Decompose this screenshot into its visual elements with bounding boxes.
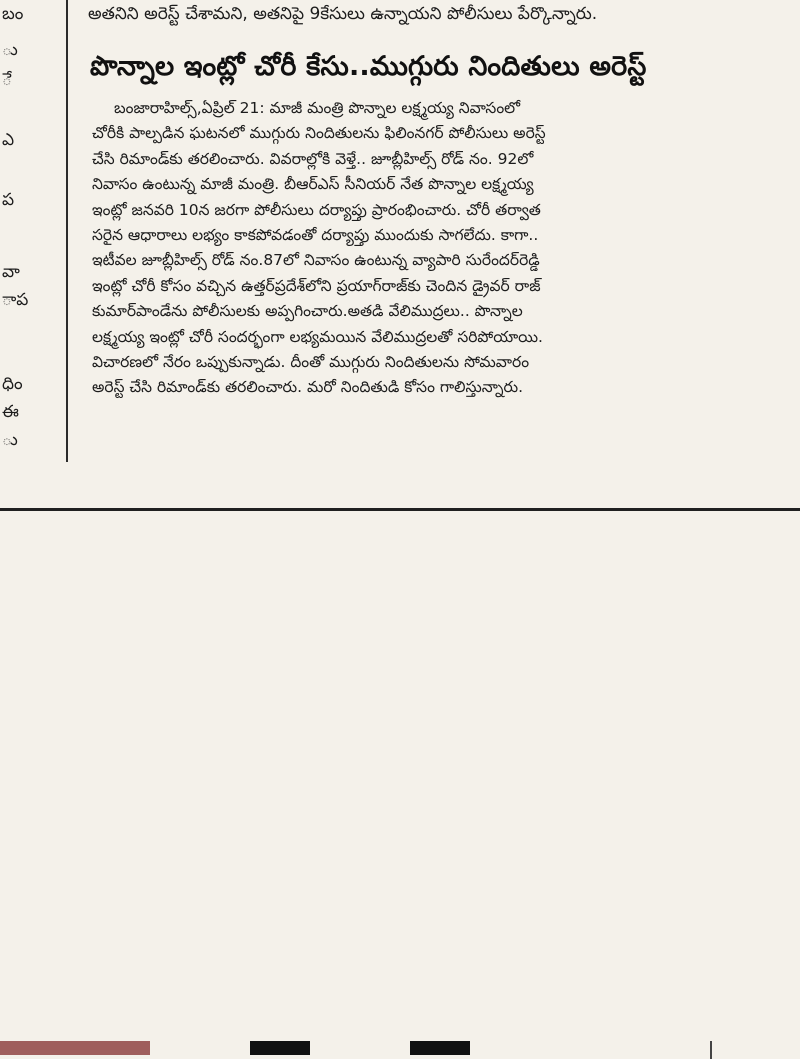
next-section-fragment xyxy=(710,1041,712,1059)
article-line: ఇంట్లో జనవరి 10న జరగా పోలీసులు దర్యాప్తు ప్రారంభించారు. చోరీ తర్వాత xyxy=(92,200,541,219)
article-line: బంజారాహిల్స్,ఏప్రిల్ 21: మాజీ మంత్రి పొన్నాల లక్ష్మయ్య నివాసంలో xyxy=(114,99,521,117)
article-line: అరెస్ట్ చేసి రిమాండ్‌కు తరలించారు. మరో నిందితుడి కోసం గాలిస్తున్నారు. xyxy=(92,378,523,397)
column-divider xyxy=(66,0,68,462)
article-line: ఇంట్లో చోరీ కోసం వచ్చిన ఉత్తర్‌ప్రదేశ్‌లోని ప్రయాగ్‌రాజ్‌కు చెందిన డ్రైవర్ రాజ్ xyxy=(92,276,541,295)
article-line: చేసి రిమాండ్‌కు తరలించారు. వివరాల్లోకి వెళ్తే.. జూబ్లీహిల్స్ రోడ్ నం. 92లో xyxy=(92,149,534,168)
next-section-fragment xyxy=(410,1041,470,1055)
article-line: చోరీకి పాల్పడిన ఘటనలో ముగ్గురు నిందితులను ఫిలింనగర్ పోలీసులు అరెస్ట్ xyxy=(92,124,546,143)
article-line: లక్ష్మయ్య ఇంట్లో చోరీ సందర్భంగా లభ్యమయిన వేలిముద్రలతో సరిపోయాయి. xyxy=(92,327,543,346)
article-line: విచారణలో నేరం ఒప్పుకున్నాడు. దీంతో ముగ్గురు నిందితులను సోమవారం xyxy=(92,353,530,372)
left-fragment: వా xyxy=(2,262,20,282)
left-fragment: ాప xyxy=(2,290,29,310)
left-fragment: ు xyxy=(2,40,18,60)
previous-article-last-line: అతనిని అరెస్ట్ చేశామని, అతనిపై 9కేసులు ఉన్నాయని పోలీసులు పేర్కొన్నారు. xyxy=(88,4,598,24)
article-line: నివాసం ఉంటున్న మాజీ మంత్రి. బీఆర్ఎస్ సీనియర్ నేత పొన్నాల లక్ష్మయ్య xyxy=(92,175,534,194)
left-fragment: ే xyxy=(2,70,12,90)
article-line: కుమార్‌పాండేను పోలీసులకు అప్పగించారు.అతడి వేలిముద్రలు.. పొన్నాల xyxy=(92,302,523,321)
left-column-fragments xyxy=(0,0,44,470)
left-fragment: ు xyxy=(2,430,18,450)
next-section-fragment xyxy=(0,1041,150,1055)
next-section-strip xyxy=(0,511,800,548)
left-fragment: ఎ xyxy=(2,130,15,150)
article-line: సరైన ఆధారాలు లభ్యం కాకపోవడంతో దర్యాప్తు ముందుకు సాగలేదు. కాగా.. xyxy=(92,226,539,245)
left-fragment: ధిం xyxy=(2,374,23,394)
article-headline: పొన్నాల ఇంట్లో చోరీ కేసు..ముగ్గురు నిందితులు అరెస్ట్ xyxy=(90,51,647,82)
article-line: ఇటీవల జూబ్లీహిల్స్ రోడ్ నం.87లో నివాసం ఉంటున్న వ్యాపారి సురేందర్‌రెడ్డి xyxy=(92,251,540,270)
left-fragment: ఈ xyxy=(2,402,19,422)
left-fragment: ప xyxy=(2,190,15,210)
article-body xyxy=(92,96,762,401)
left-fragment: బం xyxy=(2,4,24,24)
next-section-fragment xyxy=(250,1041,310,1055)
